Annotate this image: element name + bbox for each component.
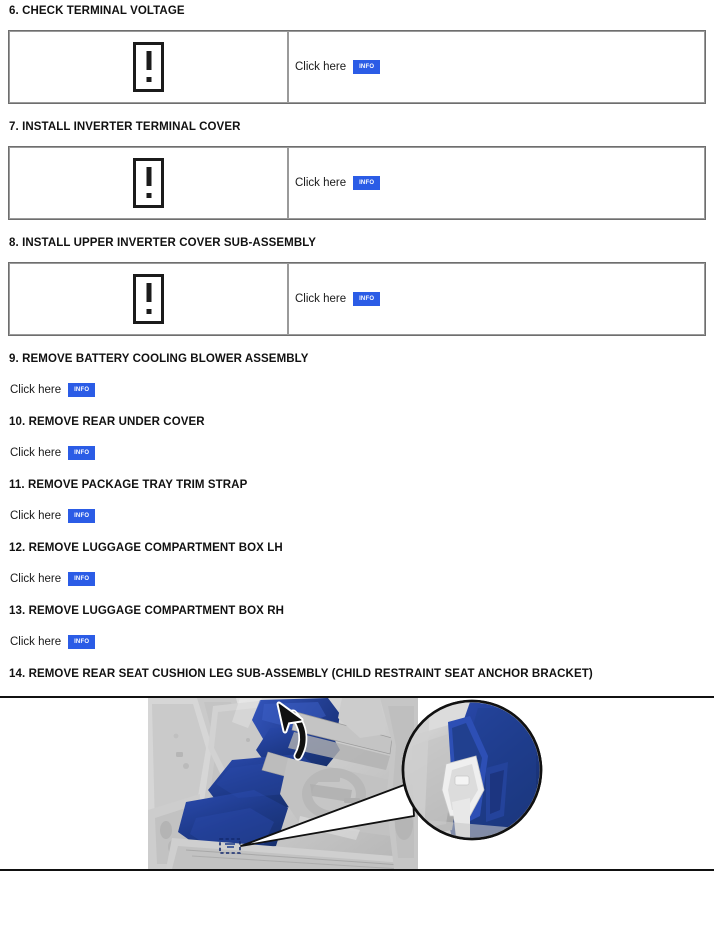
step-section-9 — [0, 350, 714, 397]
click-here-line-8 — [295, 292, 704, 306]
step-heading-7: 7. INSTALL INVERTER TERMINAL COVER — [9, 121, 241, 133]
notice-icon-cell-7 — [9, 147, 288, 219]
click-here-label: Click here — [10, 447, 62, 459]
click-here-line-11 — [0, 509, 714, 523]
notice-link-cell-7 — [288, 147, 705, 219]
click-here-line-12 — [0, 572, 714, 586]
click-here-line-13 — [0, 635, 714, 649]
info-badge-8[interactable]: INFO — [353, 292, 380, 306]
notice-table-6 — [8, 30, 706, 104]
step-section-13 — [0, 602, 714, 649]
info-badge-6[interactable]: INFO — [353, 60, 380, 74]
notice-icon-cell-8 — [9, 263, 288, 335]
step-heading-11: 11. REMOVE PACKAGE TRAY TRIM STRAP — [9, 479, 248, 491]
click-here-label: Click here — [10, 384, 62, 396]
step-heading-14: 14. REMOVE REAR SEAT CUSHION LEG SUB-ASSEMBLY (CHILD RESTRAINT SEAT ANCHOR BRACKET) — [9, 668, 593, 680]
exclamation-notice-icon — [133, 274, 164, 324]
info-badge-13[interactable]: INFO — [68, 635, 95, 649]
exclamation-notice-icon — [133, 158, 164, 208]
step-heading-8: 8. INSTALL UPPER INVERTER COVER SUB-ASSEMBLY — [9, 237, 317, 249]
info-badge-12[interactable]: INFO — [68, 572, 95, 586]
click-here-line-7 — [295, 176, 704, 190]
step-section-8 — [0, 234, 714, 336]
click-here-line-9 — [0, 383, 714, 397]
step-section-6 — [0, 0, 714, 104]
rear-seat-cushion-leg-illustration — [0, 696, 714, 871]
step-heading-10: 10. REMOVE REAR UNDER COVER — [9, 416, 205, 428]
click-here-label: Click here — [295, 293, 347, 305]
magnified-anchor-bracket-detail — [403, 701, 541, 839]
table-row — [9, 263, 705, 335]
info-badge-7[interactable]: INFO — [353, 176, 380, 190]
info-badge-10[interactable]: INFO — [68, 446, 95, 460]
step-heading-6: 6. CHECK TERMINAL VOLTAGE — [9, 5, 185, 17]
table-row — [9, 147, 705, 219]
click-here-label: Click here — [10, 510, 62, 522]
step-section-11 — [0, 476, 714, 523]
click-here-label: Click here — [10, 636, 62, 648]
notice-table-8 — [8, 262, 706, 336]
notice-table-7 — [8, 146, 706, 220]
notice-icon-cell-6 — [9, 31, 288, 103]
step-heading-13: 13. REMOVE LUGGAGE COMPARTMENT BOX RH — [9, 605, 285, 617]
step-section-12 — [0, 539, 714, 586]
exclamation-notice-icon — [133, 42, 164, 92]
click-here-line-6 — [295, 60, 704, 74]
illustration-graphic — [0, 698, 714, 869]
click-here-line-10 — [0, 446, 714, 460]
table-row — [9, 31, 705, 103]
notice-link-cell-6 — [288, 31, 705, 103]
step-section-7 — [0, 118, 714, 220]
click-here-label: Click here — [295, 61, 347, 73]
notice-link-cell-8 — [288, 263, 705, 335]
step-heading-12: 12. REMOVE LUGGAGE COMPARTMENT BOX LH — [9, 542, 283, 554]
info-badge-9[interactable]: INFO — [68, 383, 95, 397]
step-section-10 — [0, 413, 714, 460]
click-here-label: Click here — [295, 177, 347, 189]
step-heading-9: 9. REMOVE BATTERY COOLING BLOWER ASSEMBLY — [9, 353, 309, 365]
step-section-14 — [0, 665, 714, 871]
info-badge-11[interactable]: INFO — [68, 509, 95, 523]
click-here-label: Click here — [10, 573, 62, 585]
